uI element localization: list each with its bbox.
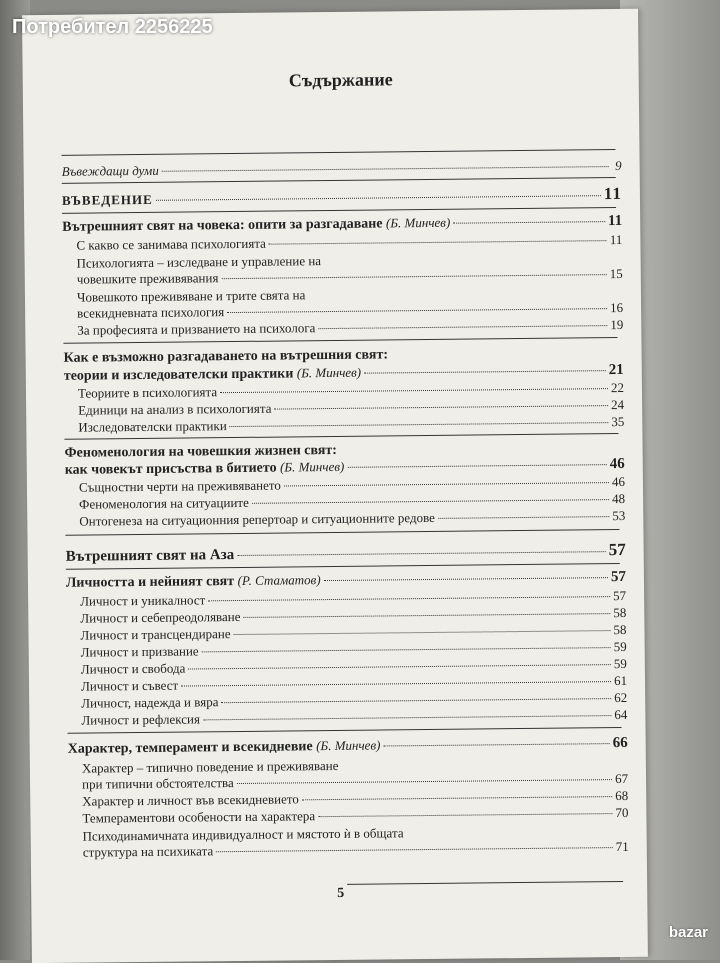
toc-chapter: как човекът присъства в битието (Б. Минчев) 46: [64, 455, 625, 478]
page-title: Съдържание: [288, 69, 393, 91]
divider: [64, 433, 618, 440]
toc-chapter-line: Как е възможно разгадаването на вътрешния свят:: [63, 347, 389, 366]
divider: [68, 727, 622, 734]
toc-chapter: теории и изследователски практики (Б. Минчев) 21: [63, 361, 624, 384]
toc-entry-line: Психологията – изследване и управление на: [76, 253, 322, 271]
toc-entry: Характер и личност във всекидневието 68: [82, 787, 629, 809]
toc-content: [60, 9, 630, 955]
toc-chapter: Вътрешният свят на човека: опити за разгадаване (Б. Минчев) 11: [62, 212, 623, 235]
toc-entry: Въвеждащи думи 9: [61, 157, 622, 179]
toc-entry: Теориите в психологията 22: [77, 379, 625, 401]
toc-entry: Личност и трансцендиране 58: [80, 621, 627, 643]
divider: [63, 337, 617, 344]
toc-entry: Единици на анализ в психологията 24: [78, 396, 625, 418]
toc-chapter: Характер, темперамент и всекидневие (Б. Минчев) 66: [67, 734, 628, 757]
toc-entry: Същностни черти на преживяването 46: [78, 473, 626, 495]
divider: [65, 529, 619, 536]
toc-entry: при типични обстоятелства 67: [81, 770, 629, 792]
toc-entry: всекидневната психология 16: [77, 299, 624, 321]
footer-rule: [347, 881, 623, 885]
toc-entry: Личност и уникалност 57: [80, 587, 627, 609]
divider: [66, 563, 620, 570]
toc-part: ВЪВЕДЕНИЕ 11: [61, 183, 623, 208]
toc-entry: Личност и съвест 61: [80, 672, 628, 694]
toc-entry-line: Човешкото преживяване и трите свята на: [76, 287, 306, 305]
toc-entry: Изследователски практики 35: [78, 413, 625, 435]
toc-entry: Личност, надежда и вяра 62: [81, 689, 628, 711]
page-number: 5: [337, 885, 345, 901]
toc-chapter-line: Феноменология на човешкия жизнен свят:: [64, 442, 338, 461]
toc-entry: Личност и свобода 59: [80, 655, 627, 677]
toc-entry: Личност и рефлексия 64: [81, 706, 628, 728]
toc-entry: Онтогенеза на ситуационния репертоар и ситуационните редове 53: [79, 507, 626, 529]
user-watermark: Потребител 2256225: [12, 16, 213, 38]
toc-entry-line: Характер – типично поведение и преживяване: [81, 757, 339, 776]
toc-entry: Личност и призвание 59: [80, 638, 627, 660]
toc-entry: За професията и призванието на психолога 19: [77, 316, 624, 338]
bazar-logo: bazar: [668, 924, 708, 941]
toc-part: Вътрешният свят на Аза 57: [65, 539, 626, 565]
toc-entry: Феноменология на ситуациите 48: [79, 490, 626, 512]
toc-entry-line: Психодинамичната индивидуалност и мястото ѝ в общата: [82, 825, 404, 844]
toc-entry: структура на психиката 71: [82, 838, 629, 860]
divider: [61, 149, 615, 156]
book-page: [22, 9, 648, 963]
toc-chapter: Личността и нейният свят (Р. Стаматов) 57: [65, 568, 627, 591]
toc-entry: човешките преживявания 15: [76, 265, 623, 287]
divider: [62, 207, 616, 214]
toc-entry: Темпераментови особености на характера 70: [82, 804, 629, 826]
toc-entry: С какво се занимава психологията 11: [76, 231, 623, 253]
toc-entry: Личност и себепреодоляване 58: [80, 604, 627, 626]
divider: [62, 177, 616, 184]
